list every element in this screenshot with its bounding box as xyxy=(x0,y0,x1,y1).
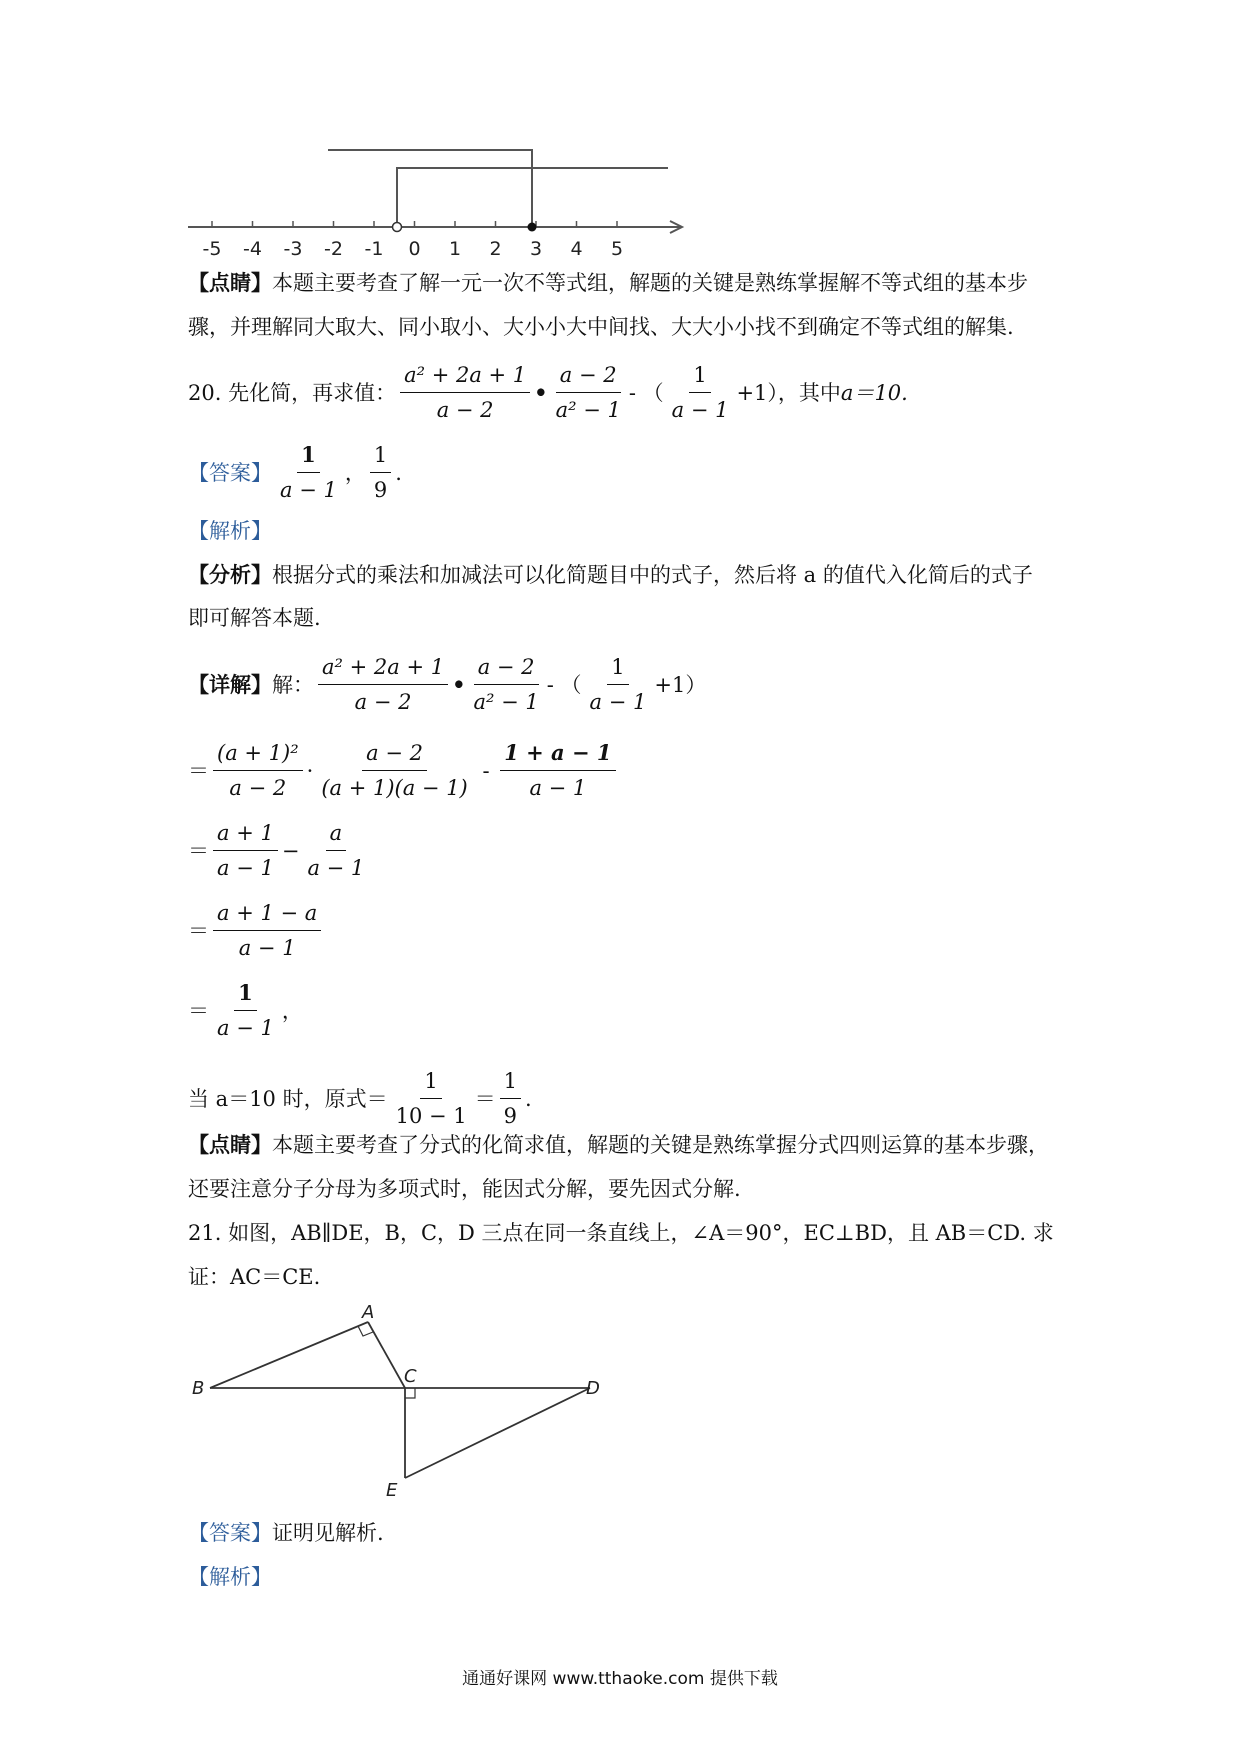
solution-bracket-upper xyxy=(328,150,532,227)
tip-text: 骤，并理解同大取大、同小取小、大小小大中间找、大大小小找不到确定不等式组的解集. xyxy=(188,315,1014,339)
fraction xyxy=(392,1066,471,1131)
equals-sign: ＝ xyxy=(188,838,209,863)
q20-evaluation xyxy=(188,1066,532,1131)
q19-tip-line1 xyxy=(188,268,1028,298)
q20-step1 xyxy=(188,738,620,803)
tick-label: -4 xyxy=(243,238,262,260)
tip-text: 本题主要考查了解一元一次不等式组，解题的关键是熟练掌握解不等式组的基本步 xyxy=(272,271,1028,295)
q21-question-line2: 证：AC＝CE. xyxy=(188,1265,321,1289)
denominator: a − 2 xyxy=(436,398,494,422)
label-D: D xyxy=(586,1378,600,1399)
numerator: (a + 1)² xyxy=(213,738,303,771)
denominator: a − 1 xyxy=(307,856,365,880)
fraction xyxy=(213,738,303,803)
period: . xyxy=(525,1086,532,1111)
numerator: 1 xyxy=(234,978,257,1011)
tick-label: -5 xyxy=(202,238,222,260)
segment-BA xyxy=(210,1322,368,1388)
tick-label: 3 xyxy=(529,238,543,260)
q21-question-line1: 21. 如图，AB∥DE，B，C，D 三点在同一条直线上，∠A＝90°，EC⊥BD，且 AB＝CD. 求 xyxy=(188,1221,1054,1245)
answer-tag: 【答案】 xyxy=(188,1521,272,1545)
fraction xyxy=(470,652,543,717)
q20-jiexi-tag: 【解析】 xyxy=(188,519,272,543)
operator: +1），其中 xyxy=(736,380,841,405)
tip-tag: 【点睛】 xyxy=(188,1132,272,1157)
tick-label: 4 xyxy=(570,238,583,260)
page-footer: 通通好课网 www.tthaoke.com 提供下载 xyxy=(462,1669,778,1689)
analysis-text: 根据分式的乘法和加减法可以化简题目中的式子，然后将 a 的值代入化简后的式子 xyxy=(272,563,1033,587)
denominator: a − 1 xyxy=(671,398,729,422)
denominator: a² − 1 xyxy=(473,690,539,714)
segment-ED xyxy=(405,1388,590,1478)
q20-question xyxy=(188,360,908,425)
multiply-dot: • xyxy=(534,379,548,405)
numerator: a² + 2a + 1 xyxy=(318,652,448,685)
detail-start: 解： xyxy=(272,672,314,697)
equals-sign: ＝ xyxy=(188,918,209,943)
denominator: a − 1 xyxy=(238,936,296,960)
closed-point xyxy=(528,223,537,232)
fraction xyxy=(318,652,448,717)
tick-label: -1 xyxy=(364,238,384,260)
fraction xyxy=(213,818,278,883)
separator: ， xyxy=(344,460,366,485)
denominator: a − 2 xyxy=(229,776,287,800)
fraction xyxy=(400,360,530,425)
tick-label: 1 xyxy=(448,238,462,260)
tick-label: 2 xyxy=(489,238,502,260)
fraction xyxy=(213,898,321,963)
q20-analysis-line1 xyxy=(188,560,1033,590)
q20-detail-start xyxy=(188,652,706,717)
q20-step3 xyxy=(188,898,325,963)
q20-analysis-line2: 即可解答本题. xyxy=(188,606,321,630)
evaluation-prefix: 当 a＝10 时，原式＝ xyxy=(188,1086,388,1111)
answer-tag: 【答案】 xyxy=(188,460,272,485)
label-B: B xyxy=(192,1378,205,1399)
operator: - （ xyxy=(628,380,664,405)
fraction xyxy=(276,440,341,505)
multiply-dot: • xyxy=(452,671,466,697)
numerator: 1 + a − 1 xyxy=(500,738,615,771)
denominator: a − 1 xyxy=(589,690,647,714)
numerator: 1 xyxy=(607,652,628,685)
fraction xyxy=(586,652,651,717)
q20-answer xyxy=(188,440,402,505)
fraction xyxy=(500,1066,521,1131)
numerator: 1 xyxy=(370,440,391,473)
equals-sign: ＝ xyxy=(474,1086,496,1111)
fraction xyxy=(668,360,733,425)
numerator: a − 2 xyxy=(474,652,539,685)
denominator: (a + 1)(a − 1) xyxy=(321,776,468,800)
tick-label: -2 xyxy=(324,238,343,260)
label-E: E xyxy=(386,1480,398,1501)
denominator: a − 2 xyxy=(354,690,412,714)
fraction xyxy=(213,978,278,1043)
fraction xyxy=(500,738,615,803)
tick-label: 5 xyxy=(610,238,624,260)
numerator: 1 xyxy=(500,1066,521,1099)
label-C: C xyxy=(404,1366,417,1387)
tick-label: -3 xyxy=(283,238,303,260)
tip-text: 本题主要考查了分式的化简求值，解题的关键是熟练掌握分式四则运算的基本步骤， xyxy=(272,1133,1049,1157)
tick-label: 0 xyxy=(408,238,421,260)
numerator: a² + 2a + 1 xyxy=(400,360,530,393)
fraction xyxy=(552,360,625,425)
numerator: a + 1 − a xyxy=(213,898,321,931)
denominator: 10 − 1 xyxy=(395,1104,467,1128)
answer-text: 证明见解析. xyxy=(272,1521,384,1545)
denominator: a − 1 xyxy=(529,776,587,800)
operator: − xyxy=(281,838,300,863)
q20-tip-line2: 还要注意分子分母为多项式时，能因式分解，要先因式分解. xyxy=(188,1177,741,1201)
label-A: A xyxy=(362,1302,375,1323)
numerator: a + 1 xyxy=(213,818,278,851)
segment-AC xyxy=(368,1322,405,1388)
fraction xyxy=(317,738,471,803)
tip-tag: 【点睛】 xyxy=(188,270,272,295)
condition: a＝10. xyxy=(840,380,908,405)
numerator: a xyxy=(326,818,347,851)
denominator: a − 1 xyxy=(280,478,337,502)
denominator: a² − 1 xyxy=(555,398,621,422)
number-line-figure xyxy=(180,140,700,260)
detail-tag: 【详解】 xyxy=(188,671,272,697)
question-prefix: 20. 先化简，再求值： xyxy=(188,380,397,405)
operator: - （ xyxy=(546,672,582,697)
denominator: 9 xyxy=(503,1104,517,1128)
q20-tip-line1 xyxy=(188,1130,1049,1160)
multiply-dot: · xyxy=(306,758,314,783)
equals-sign: ＝ xyxy=(188,758,209,783)
q21-jiexi-tag: 【解析】 xyxy=(188,1565,272,1589)
fraction xyxy=(303,818,368,883)
operator: +1） xyxy=(654,672,707,697)
analysis-tag: 【分析】 xyxy=(188,562,272,587)
operator: - xyxy=(475,758,497,783)
numerator: 1 xyxy=(420,1066,441,1099)
q20-step2 xyxy=(188,818,372,883)
denominator: a − 1 xyxy=(217,1016,274,1040)
open-point xyxy=(393,223,402,232)
numerator: 1 xyxy=(689,360,710,393)
denominator: a − 1 xyxy=(217,856,274,880)
denominator: 9 xyxy=(373,478,388,502)
numerator: a − 2 xyxy=(362,738,427,771)
numerator: 1 xyxy=(297,440,320,473)
q21-answer xyxy=(188,1518,384,1548)
right-angle-mark-C xyxy=(405,1388,415,1398)
q19-tip-line2 xyxy=(188,312,1014,342)
period: . xyxy=(395,460,402,485)
numerator: a − 2 xyxy=(556,360,621,393)
equals-sign: ＝ xyxy=(188,998,209,1023)
separator: ， xyxy=(281,998,303,1023)
fraction xyxy=(370,440,391,505)
q20-step4 xyxy=(188,978,303,1043)
geometry-figure xyxy=(190,1300,610,1510)
